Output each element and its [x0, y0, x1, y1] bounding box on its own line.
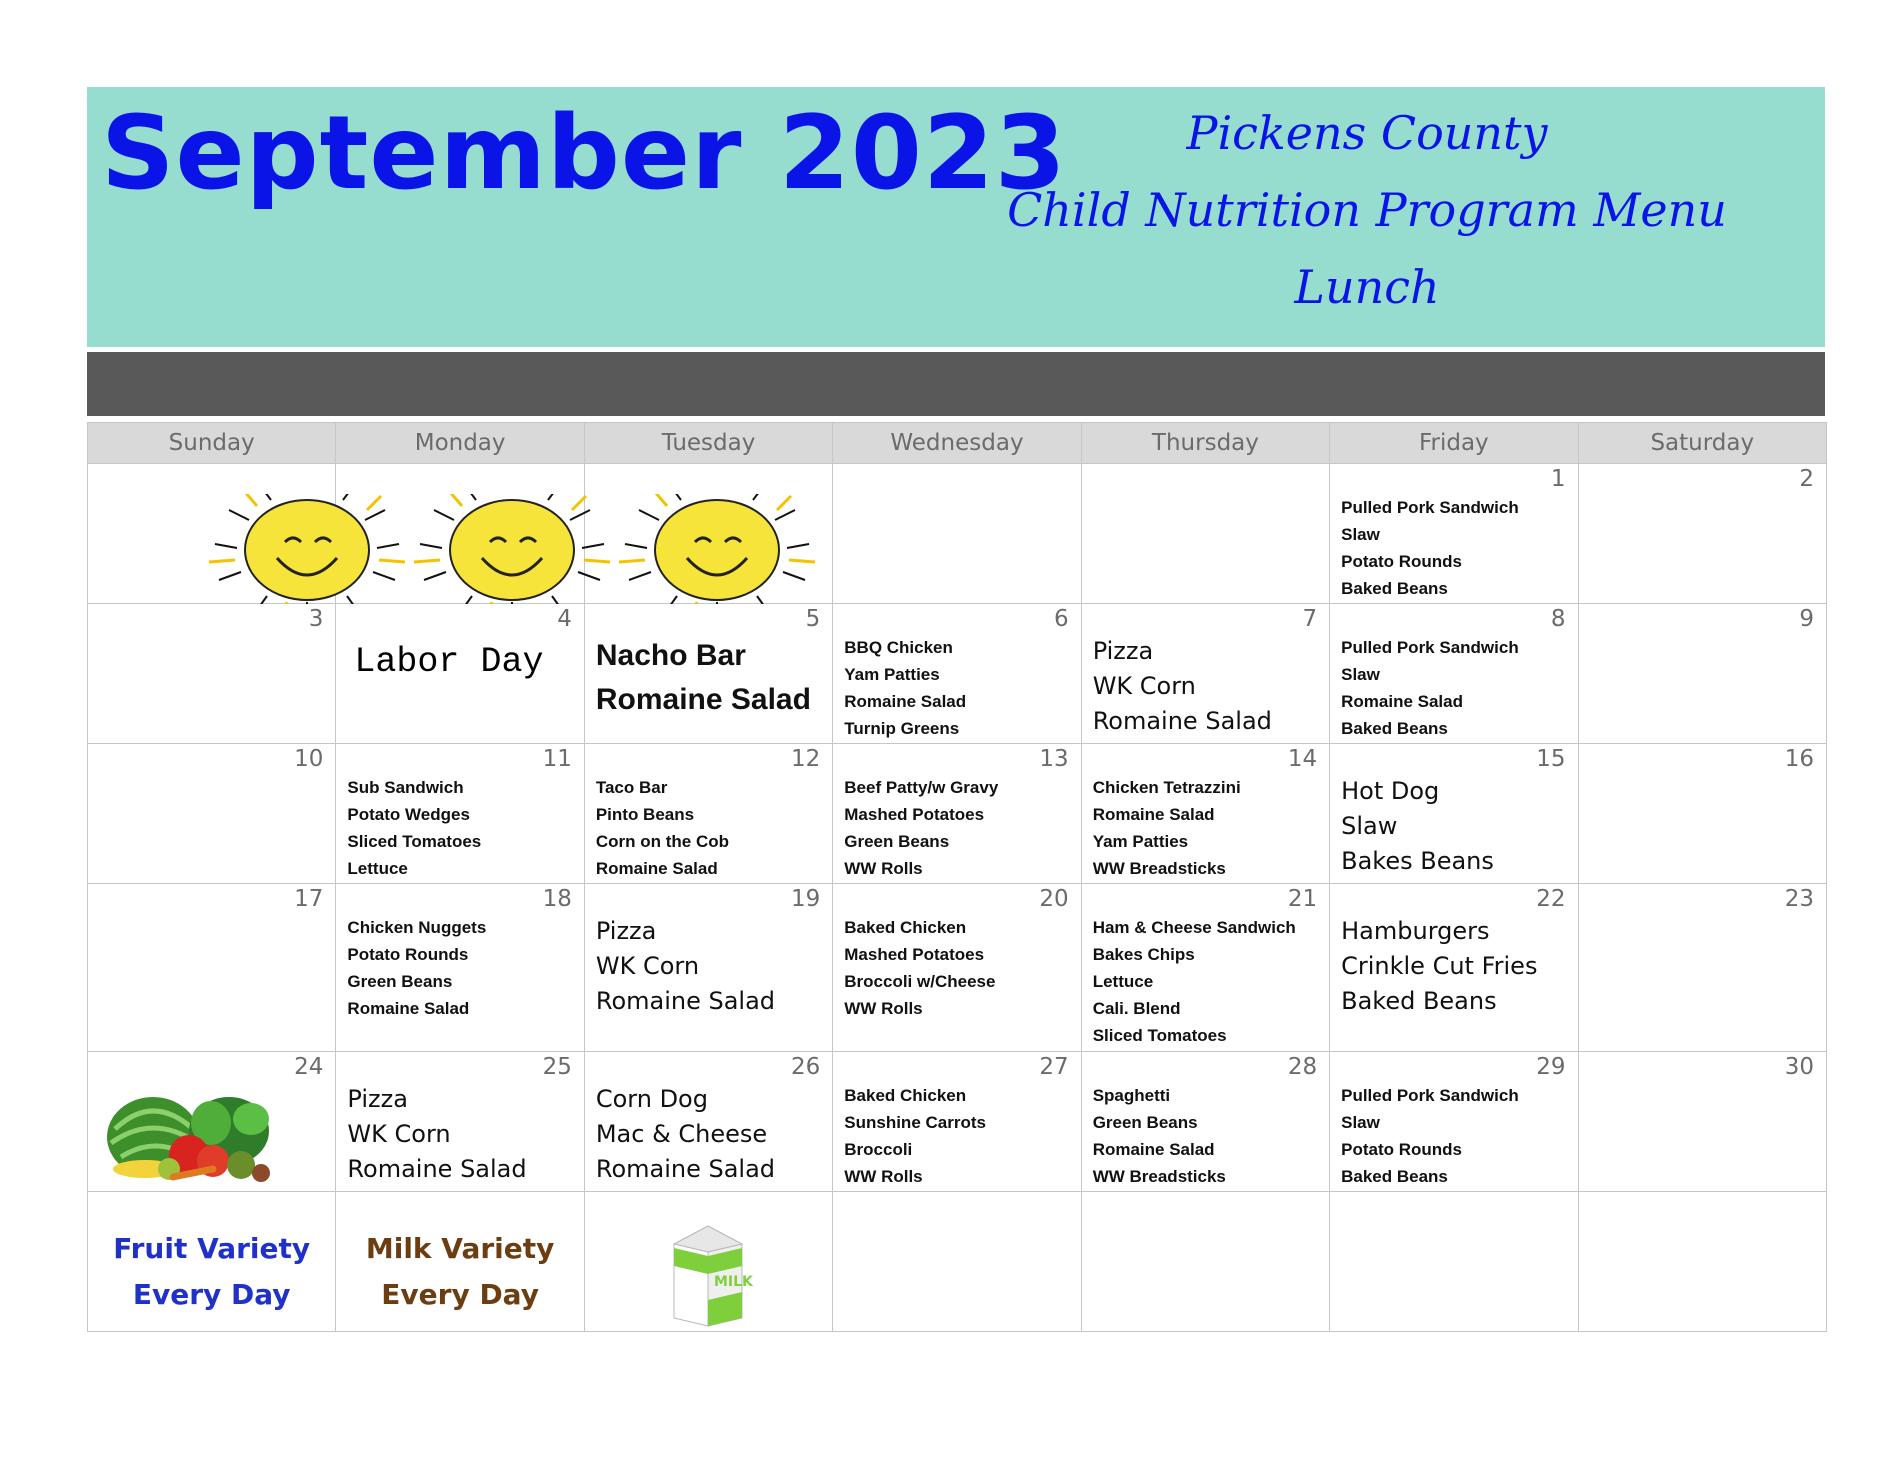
- menu-item: Ham & Cheese Sandwich: [1092, 918, 1296, 937]
- day-cell-empty: [833, 464, 1081, 604]
- milk-variety-note: [336, 1226, 583, 1318]
- menu-item: Romaine Salad: [595, 987, 776, 1015]
- day-cell: [336, 884, 584, 1052]
- menu-item: Pulled Pork Sandwich: [1341, 1086, 1519, 1105]
- menu-item: Sunshine Carrots: [844, 1113, 986, 1132]
- day-cell: [1578, 604, 1826, 744]
- menu-item: Slaw: [1341, 525, 1380, 544]
- day-cell: [833, 1052, 1081, 1192]
- day-cell: [833, 744, 1081, 884]
- menu-item: Bakes Chips: [1092, 945, 1195, 964]
- holiday-label: Labor Day: [354, 642, 544, 682]
- weekday-saturday: Saturday: [1578, 423, 1826, 464]
- day-cell: [1578, 744, 1826, 884]
- day-cell: [584, 604, 832, 744]
- day-number: 11: [542, 746, 572, 772]
- menu-item: WK Corn: [595, 952, 700, 980]
- menu-item: Corn Dog: [595, 1085, 708, 1113]
- day-cell: [1330, 884, 1578, 1052]
- menu-item: WK Corn: [347, 1120, 451, 1148]
- menu-item: Baked Beans: [1341, 719, 1448, 738]
- day-number: 22: [1536, 886, 1566, 912]
- day-cell-empty: [1330, 1192, 1578, 1332]
- day-number: 4: [557, 606, 572, 632]
- menu-list: [844, 634, 966, 742]
- day-number: 23: [1784, 886, 1814, 912]
- menu-item: Potato Rounds: [347, 945, 469, 964]
- menu-item: Bakes Beans: [1341, 847, 1494, 875]
- day-cell: [88, 604, 336, 744]
- footer-row: [88, 1192, 1827, 1332]
- day-number: 16: [1784, 746, 1814, 772]
- program-meal: Lunch: [1294, 260, 1440, 314]
- menu-item: Baked Beans: [1341, 579, 1448, 598]
- menu-item: Potato Rounds: [1341, 1140, 1462, 1159]
- menu-list: [596, 1082, 775, 1187]
- day-cell: [833, 884, 1081, 1052]
- day-number: 1: [1550, 466, 1566, 492]
- menu-list: [347, 1082, 526, 1187]
- day-cell: [1330, 1052, 1578, 1192]
- day-cell-empty: [1081, 1192, 1329, 1332]
- milk-variety-cell: [336, 1192, 584, 1332]
- header-divider-bar: [87, 352, 1825, 416]
- day-cell-empty: [1578, 1192, 1826, 1332]
- menu-item: Baked Beans: [1341, 1167, 1448, 1186]
- week-row: [88, 744, 1827, 884]
- day-number: 2: [1799, 466, 1814, 492]
- day-number: 20: [1039, 886, 1069, 912]
- menu-list: [844, 914, 995, 1022]
- day-number: 3: [308, 606, 324, 632]
- day-number: 15: [1536, 746, 1566, 772]
- menu-item: Romaine Salad: [844, 692, 967, 711]
- day-number: 18: [542, 886, 572, 912]
- menu-item: Mac & Cheese: [595, 1120, 768, 1148]
- day-cell: [584, 1052, 832, 1192]
- menu-item: Beef Patty/w Gravy: [844, 778, 999, 797]
- day-cell: [1330, 464, 1578, 604]
- menu-item: Chicken Tetrazzini: [1092, 778, 1241, 797]
- menu-item: Slaw: [1341, 812, 1398, 840]
- day-cell: [1578, 1052, 1826, 1192]
- menu-item: WW Rolls: [844, 859, 923, 878]
- menu-item: Cali. Blend: [1092, 999, 1181, 1018]
- menu-item: Pizza: [595, 917, 657, 945]
- menu-item: Yam Patties: [844, 665, 940, 684]
- day-number: 13: [1039, 746, 1069, 772]
- fruit-variety-line: Every Day: [132, 1278, 291, 1311]
- fruit-variety-line: Fruit Variety: [113, 1232, 311, 1265]
- day-cell: [1081, 1052, 1329, 1192]
- menu-item: WW Rolls: [844, 999, 923, 1018]
- weekday-thursday: Thursday: [1081, 423, 1329, 464]
- day-number: 17: [294, 886, 324, 912]
- menu-list: [1341, 914, 1537, 1019]
- menu-item: Mashed Potatoes: [844, 945, 985, 964]
- menu-item: Slaw: [1341, 1113, 1380, 1132]
- menu-list: [844, 774, 998, 882]
- menu-list: [596, 914, 775, 1019]
- menu-item: Taco Bar: [595, 778, 668, 797]
- menu-item: Turnip Greens: [844, 719, 960, 738]
- day-cell: [336, 1052, 584, 1192]
- day-number: 24: [294, 1054, 324, 1080]
- month-title: September 2023: [101, 94, 1067, 213]
- day-number: 14: [1287, 746, 1318, 772]
- fruit-variety-note: [88, 1226, 335, 1318]
- fruit-variety-cell: [88, 1192, 336, 1332]
- menu-item: Slaw: [1341, 665, 1380, 684]
- sun-illustrations: [197, 494, 827, 604]
- menu-list: [1093, 1082, 1226, 1190]
- milk-variety-line: Every Day: [381, 1278, 539, 1311]
- day-cell-empty: [833, 1192, 1081, 1332]
- sun-icon: [414, 494, 610, 604]
- produce-icon: [101, 1085, 277, 1185]
- weekday-header-row: [88, 423, 1827, 464]
- menu-item: Broccoli w/Cheese: [844, 972, 996, 991]
- day-number: 28: [1287, 1054, 1318, 1080]
- program-county: Pickens County: [1186, 106, 1548, 160]
- day-cell: [1081, 604, 1329, 744]
- day-cell: [1330, 744, 1578, 884]
- weekday-friday: Friday: [1330, 423, 1578, 464]
- menu-item: Sub Sandwich: [347, 778, 464, 797]
- day-cell: [88, 884, 336, 1052]
- header-banner: [87, 87, 1825, 347]
- weekday-wednesday: Wednesday: [833, 423, 1081, 464]
- menu-item: Romaine Salad: [1341, 692, 1463, 711]
- menu-item: Pizza: [1092, 637, 1154, 665]
- menu-list: [1341, 774, 1494, 879]
- menu-list: [347, 914, 486, 1022]
- day-number: 27: [1039, 1054, 1069, 1080]
- menu-item: Green Beans: [347, 972, 453, 991]
- menu-item: Baked Chicken: [844, 1086, 967, 1105]
- menu-item: Broccoli: [844, 1140, 913, 1159]
- menu-item: Romaine Salad: [347, 999, 470, 1018]
- day-cell: [336, 604, 584, 744]
- day-number: 30: [1784, 1054, 1814, 1080]
- day-number: 9: [1799, 606, 1814, 632]
- menu-item: Baked Chicken: [844, 918, 967, 937]
- carton-label: MILK: [714, 1274, 753, 1290]
- day-number: 26: [790, 1054, 821, 1080]
- menu-list: [596, 634, 811, 722]
- menu-item: Potato Wedges: [347, 805, 470, 824]
- menu-item: Corn on the Cob: [595, 832, 729, 851]
- menu-item: Hot Dog: [1341, 777, 1440, 805]
- day-cell: [1578, 464, 1826, 604]
- day-number: 10: [294, 746, 324, 772]
- day-cell: [584, 884, 832, 1052]
- day-cell: [336, 744, 584, 884]
- day-number: 8: [1550, 606, 1566, 632]
- weekday-monday: Monday: [336, 423, 584, 464]
- day-number: 5: [805, 606, 821, 632]
- week-row: [88, 884, 1827, 1052]
- menu-item: Pinto Beans: [595, 805, 695, 824]
- menu-item: Lettuce: [347, 859, 408, 878]
- menu-list: [1341, 634, 1519, 742]
- menu-list: [1341, 494, 1519, 602]
- sun-icon: [619, 494, 815, 604]
- menu-item: Romaine Salad: [1092, 1140, 1215, 1159]
- menu-item: Green Beans: [844, 832, 950, 851]
- day-cell: [1578, 884, 1826, 1052]
- menu-item: Green Beans: [1092, 1113, 1198, 1132]
- menu-list: [1093, 914, 1296, 1049]
- menu-item: Romaine Salad: [1092, 805, 1215, 824]
- menu-list: [1093, 634, 1272, 739]
- menu-list: [1093, 774, 1241, 882]
- menu-item: Crinkle Cut Fries: [1341, 952, 1538, 980]
- menu-item: Romaine Salad: [595, 859, 718, 878]
- menu-item: WW Rolls: [844, 1167, 923, 1186]
- day-number: 25: [542, 1054, 572, 1080]
- menu-item: Sliced Tomatoes: [1092, 1026, 1227, 1045]
- menu-item: Pizza: [347, 1085, 408, 1113]
- menu-item: Lettuce: [1092, 972, 1154, 991]
- program-name: Child Nutrition Program Menu: [1007, 183, 1727, 237]
- menu-list: [347, 774, 481, 882]
- day-cell: [88, 744, 336, 884]
- menu-item: Hamburgers: [1341, 917, 1490, 945]
- menu-item: Potato Rounds: [1341, 552, 1462, 571]
- milk-carton-icon: [660, 1222, 756, 1330]
- menu-item: Mashed Potatoes: [844, 805, 985, 824]
- menu-item: Pulled Pork Sandwich: [1341, 638, 1519, 657]
- menu-item: Pulled Pork Sandwich: [1341, 498, 1519, 517]
- day-cell: [1330, 604, 1578, 744]
- menu-item: Yam Patties: [1092, 832, 1189, 851]
- menu-list: [1341, 1082, 1519, 1190]
- menu-item: Romaine Salad: [595, 683, 811, 716]
- day-number: 21: [1287, 886, 1318, 912]
- week-row: [88, 604, 1827, 744]
- weekday-tuesday: Tuesday: [584, 423, 832, 464]
- day-cell: [833, 604, 1081, 744]
- menu-item: Sliced Tomatoes: [347, 832, 482, 851]
- day-number: 7: [1302, 606, 1318, 632]
- day-cell: [1081, 884, 1329, 1052]
- menu-item: Romaine Salad: [347, 1155, 527, 1183]
- menu-item: Romaine Salad: [595, 1155, 776, 1183]
- menu-item: Chicken Nuggets: [347, 918, 487, 937]
- program-title: [992, 95, 1742, 326]
- milk-variety-line: Milk Variety: [365, 1232, 555, 1265]
- menu-item: Nacho Bar: [595, 639, 746, 672]
- weekday-sunday: Sunday: [88, 423, 336, 464]
- day-cell: [584, 744, 832, 884]
- day-number: 12: [790, 746, 821, 772]
- day-cell-empty: [1081, 464, 1329, 604]
- week-row: [88, 1052, 1827, 1192]
- menu-item: WW Breadsticks: [1092, 1167, 1226, 1186]
- day-number: 19: [790, 886, 821, 912]
- menu-item: BBQ Chicken: [844, 638, 953, 657]
- sun-icon: [209, 494, 405, 604]
- day-cell: [1081, 744, 1329, 884]
- menu-list: [844, 1082, 986, 1190]
- menu-item: WW Breadsticks: [1092, 859, 1226, 878]
- menu-item: Baked Beans: [1341, 987, 1497, 1015]
- menu-item: Spaghetti: [1092, 1086, 1171, 1105]
- menu-list: [596, 774, 729, 882]
- menu-item: Romaine Salad: [1092, 707, 1272, 735]
- day-number: 6: [1054, 606, 1069, 632]
- menu-item: WK Corn: [1092, 672, 1196, 700]
- day-number: 29: [1536, 1054, 1566, 1080]
